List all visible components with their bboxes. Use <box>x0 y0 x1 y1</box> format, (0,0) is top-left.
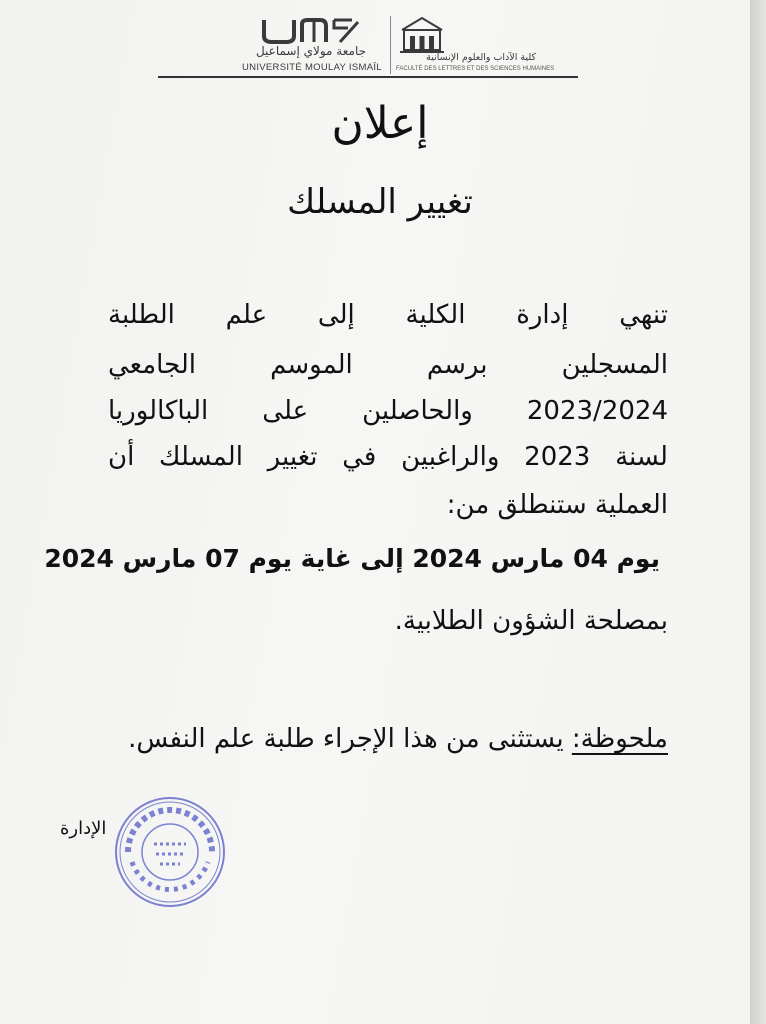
page-title: إعلان <box>331 98 429 149</box>
page-edge <box>750 0 766 1024</box>
university-name-french: UNIVERSITÉ MOULAY ISMAÏL <box>242 62 382 73</box>
location-line: بمصلحة الشؤون الطلابية. <box>394 606 668 636</box>
date-range-line: يوم 04 مارس 2024 إلى غاية يوم 07 مارس 2024 <box>44 544 660 573</box>
note-line <box>108 724 668 754</box>
faculty-logo <box>396 14 555 80</box>
letterhead <box>240 14 555 80</box>
header-rule <box>158 76 578 78</box>
header-divider <box>390 16 391 74</box>
body-line: العملية ستنطلق من: <box>446 490 668 520</box>
note-label: ملحوظة: <box>571 724 668 754</box>
university-emblem-icon <box>260 18 370 44</box>
university-name-arabic: جامعة مولاي إسماعيل <box>255 44 367 58</box>
note-text: يستثنى من هذا الإجراء طلبة علم النفس. <box>128 724 572 754</box>
body-line: تنهي إدارة الكلية إلى علم الطلبة <box>108 300 668 330</box>
university-logo <box>240 18 385 80</box>
body-line: 2023/2024 والحاصلين على الباكالوريا <box>108 396 668 426</box>
page-subtitle: تغيير المسلك <box>287 182 473 222</box>
faculty-building-icon <box>400 14 444 54</box>
faculty-name-french: FACULTÉ DES LETTRES ET DES SCIENCES HUMAINES <box>396 66 555 72</box>
signature-label: الإدارة <box>60 818 107 839</box>
body-line: المسجلين برسم الموسم الجامعي <box>108 350 668 380</box>
body-line: لسنة 2023 والراغبين في تغيير المسلك أن <box>108 442 668 472</box>
official-stamp-icon <box>110 792 230 912</box>
faculty-name-arabic: كلية الآداب والعلوم الإنسانية <box>426 52 536 63</box>
